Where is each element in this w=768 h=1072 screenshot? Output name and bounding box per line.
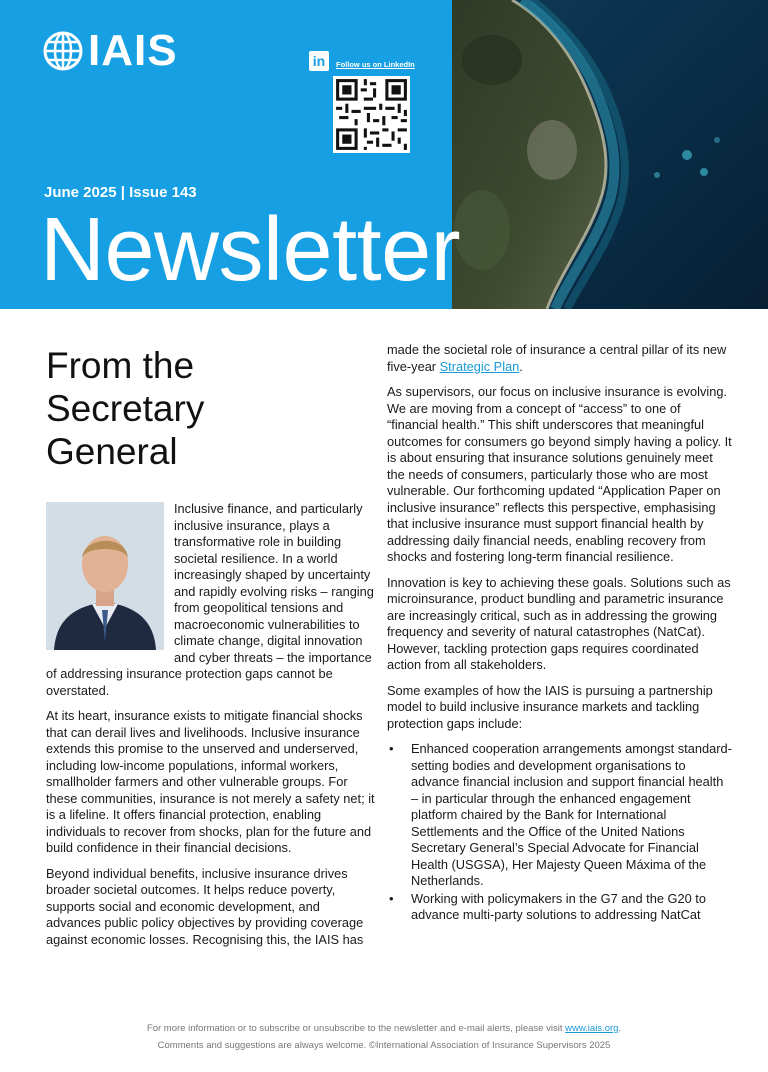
article-right-column — [387, 342, 732, 925]
paragraph-text: made the societal role of insurance a central pillar of its new five-year — [387, 342, 727, 374]
footer-line-1 — [0, 1020, 768, 1037]
qr-code[interactable] — [333, 76, 410, 153]
paragraph-end: . — [519, 358, 523, 374]
paragraph: Some examples of how the IAIS is pursuing a partnership model to build inclusive insurance markets and tackling protection gaps include: — [387, 682, 713, 731]
paragraph: Beyond individual benefits, inclusive insurance drives broader societal outcomes. It helps reduce poverty, supports social and economic development, and advances public policy objectives by providing coverage against economic losses. Recognising this, the IAIS has — [46, 865, 364, 947]
footer-text: For more information or to subscribe or unsubscribe to the newsletter and e-mail alerts, please visit — [146, 1023, 566, 1034]
paragraph — [387, 342, 732, 375]
title-line: From the — [46, 345, 195, 386]
examples-list — [387, 741, 732, 924]
satellite-image — [452, 0, 768, 309]
paragraph: Inclusive finance, and particularly inclusive insurance, plays a transformative role in building societal resilience. In a world increasingly shaped by uncertainty and rapidly evolving risks – ranging from geopolitical tensions and macroeconomic vulnerabilities to climate change, digital innovation and cyber threats – the importance of addressing insurance protection gaps cannot be overstated. — [46, 501, 374, 698]
logo-text: IAIS — [88, 26, 178, 75]
paragraph: At its heart, insurance exists to mitigate financial shocks that can derail lives and livelihoods. Inclusive insurance extends this promise to the unserved and underserved, including low-income populations, informal workers, smallholder farmers and other vulnerable groups. For these communities, insurance is not merely a safety net; it is a lifeline. It offers financial protection, enabling individuals to recover from shocks, plan for the future and build confidence in their financial decisions. — [46, 708, 375, 855]
iais-website-link[interactable]: www.iais.org — [565, 1023, 619, 1034]
title-line: Secretary — [46, 388, 205, 429]
masthead-title: Newsletter — [40, 200, 461, 300]
title-line: General — [46, 431, 178, 472]
globe-icon — [43, 31, 83, 71]
list-item: • Working with policymakers in the G7 and the G20 to advance multi-party solutions to addressing NatCat — [387, 891, 732, 924]
article-title — [46, 344, 276, 473]
article-left-column — [46, 501, 376, 957]
paragraph: Innovation is key to achieving these goals. Solutions such as microinsurance, product bundling and parametric insurance are increasingly critical, such as in addressing the growing frequency and severity of natural catastrophes (NatCat). However, tackling protection gaps requires coordinated action from all stakeholders. — [387, 574, 731, 672]
footer-text-end: . — [618, 1023, 622, 1034]
linkedin-follow-link[interactable] — [309, 51, 415, 71]
issue-date: June 2025 | Issue 143 — [44, 184, 197, 201]
strategic-plan-link[interactable]: Strategic Plan — [439, 358, 520, 374]
iais-logo — [43, 26, 178, 75]
linkedin-icon[interactable]: in — [309, 51, 329, 71]
linkedin-label[interactable]: Follow us on LinkedIn — [336, 59, 415, 69]
photo-spacer — [46, 501, 174, 657]
footer-line-2: Comments and suggestions are always welcome. ©International Association of Insurance Supervisors 2025 — [157, 1040, 611, 1051]
list-item: • Enhanced cooperation arrangements amongst standard-setting bodies and development organisations to advance financial inclusion and support financial health – in particular through the enhanced engagement platform chaired by the Bank for International Settlements and the Office of the United Nations Secretary General’s Special Advocate for Financial Health (USGSA), Her Majesty Queen Máxima of the Netherlands. — [387, 741, 732, 890]
newsletter-header — [0, 0, 768, 309]
paragraph: As supervisors, our focus on inclusive insurance is evolving. We are moving from a concept of “access” to one of “financial health.” This shift underscores that meaningful outcomes for consumers go beyond simply having a policy. It is about ensuring that insurance solutions genuinely meet the needs of consumers, particularly those who are most vulnerable. Our forthcoming updated “Application Paper on inclusive insurance” reflects this perspective, emphasising that inclusive insurance must support financial health by addressing daily financial needs, enabling recovery from shocks and fostering long-term financial resilience. — [387, 384, 732, 564]
newsletter-footer — [0, 1020, 768, 1054]
